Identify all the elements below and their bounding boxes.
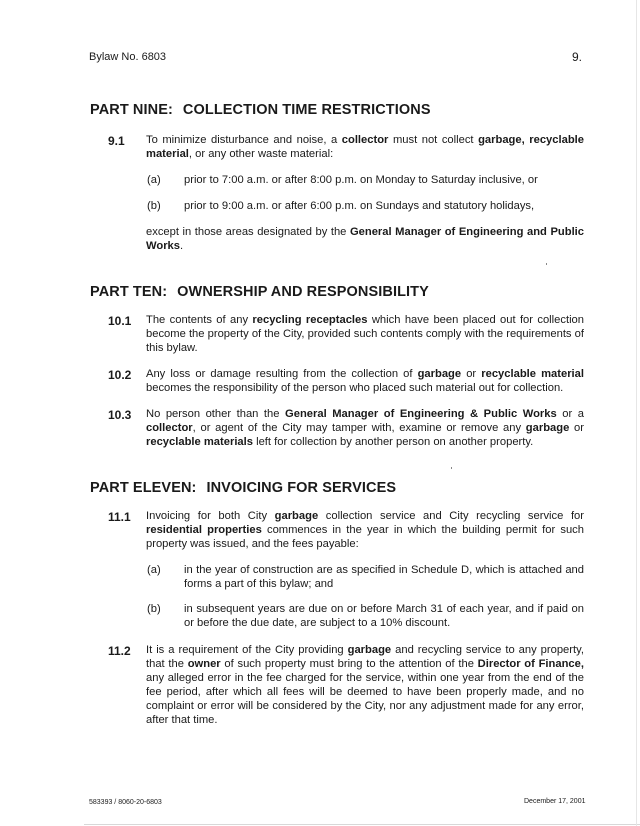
scan-speck xyxy=(451,467,452,469)
page-bottom-edge xyxy=(84,824,640,825)
part-ten-heading xyxy=(90,284,429,300)
part-ten-title: OWNERSHIP AND RESPONSIBILITY xyxy=(177,284,429,300)
section-9-1-a-label: (a) xyxy=(147,174,161,186)
section-9-1-except: except in those areas designated by the General Manager of Engineering and Public Works. xyxy=(146,226,585,252)
part-eleven-label: PART ELEVEN: xyxy=(90,480,197,496)
part-nine-label: PART NINE: xyxy=(90,102,173,118)
part-nine-title: COLLECTION TIME RESTRICTIONS xyxy=(182,102,431,118)
page-right-edge xyxy=(636,0,637,826)
section-11-1-number: 11.1 xyxy=(108,510,131,524)
section-11-1-a-text: in the year of construction are as specified in Schedule D, which is attached and forms a part of this bylaw; and xyxy=(184,564,584,590)
section-9-1-a-text: prior to 7:00 a.m. or after 8:00 p.m. on Monday to Saturday inclusive, or xyxy=(184,174,538,186)
section-10-2-number: 10.2 xyxy=(108,368,132,382)
bylaw-number: Bylaw No. 6803 xyxy=(89,51,167,63)
section-10-3-text: No person other than the General Manager of Engineering & Public Works or a collector, or agent of the City may tamper with, examine or remove any garbage or recyclable materials left for collection by another person on another property. xyxy=(146,408,584,448)
section-10-1-text: The contents of any recycling receptacles which have been placed out for collection become the property of the City, provided such contents comply with the requirements of this bylaw. xyxy=(146,314,585,354)
page-number: 9. xyxy=(572,50,583,64)
section-9-1-b-label: (b) xyxy=(147,200,161,212)
scan-speck xyxy=(546,263,547,265)
part-eleven-heading xyxy=(90,480,396,496)
section-10-1-number: 10.1 xyxy=(108,314,132,328)
part-eleven-title: INVOICING FOR SERVICES xyxy=(206,480,397,496)
section-11-1-b-text: in subsequent years are due on or before March 31 of each year, and if paid on or before the due date, are subject to a 10% discount. xyxy=(184,603,584,629)
section-10-2-text: Any loss or damage resulting from the collection of garbage or recyclable material becomes the responsibility of the person who placed such material out for collection. xyxy=(146,368,584,394)
section-11-1-a-label: (a) xyxy=(147,564,161,576)
section-11-2-number: 11.2 xyxy=(108,644,131,658)
section-10-3-number: 10.3 xyxy=(108,408,132,422)
document-reference: 583393 / 8060-20-6803 xyxy=(89,799,162,806)
section-9-1-text: To minimize disturbance and noise, a collector must not collect garbage, recyclable material, or any other waste material: xyxy=(146,134,584,160)
section-9-1-number: 9.1 xyxy=(108,134,125,148)
document-date: December 17, 2001 xyxy=(524,798,586,805)
section-11-1-text: Invoicing for both City garbage collection service and City recycling service for residential properties commences in the year in which the building permit for such property was issued, and the fees payable: xyxy=(146,510,584,550)
part-ten-label: PART TEN: xyxy=(90,284,168,300)
section-9-1-b-text: prior to 9:00 a.m. or after 6:00 p.m. on Sundays and statutory holidays, xyxy=(184,200,535,212)
section-11-2-text: It is a requirement of the City providing garbage and recycling service to any property, that the owner of such property must bring to the attention of the Director of Finance, any alleged error in the fee charged for the service, within one year from the end of the fee period, after which all fees will be deemed to have been properly made, and no complaint or error will be considered by the City, nor any adjustment made for any error, after that time. xyxy=(146,644,584,726)
section-11-1-b-label: (b) xyxy=(147,603,161,615)
part-nine-heading xyxy=(90,102,431,118)
